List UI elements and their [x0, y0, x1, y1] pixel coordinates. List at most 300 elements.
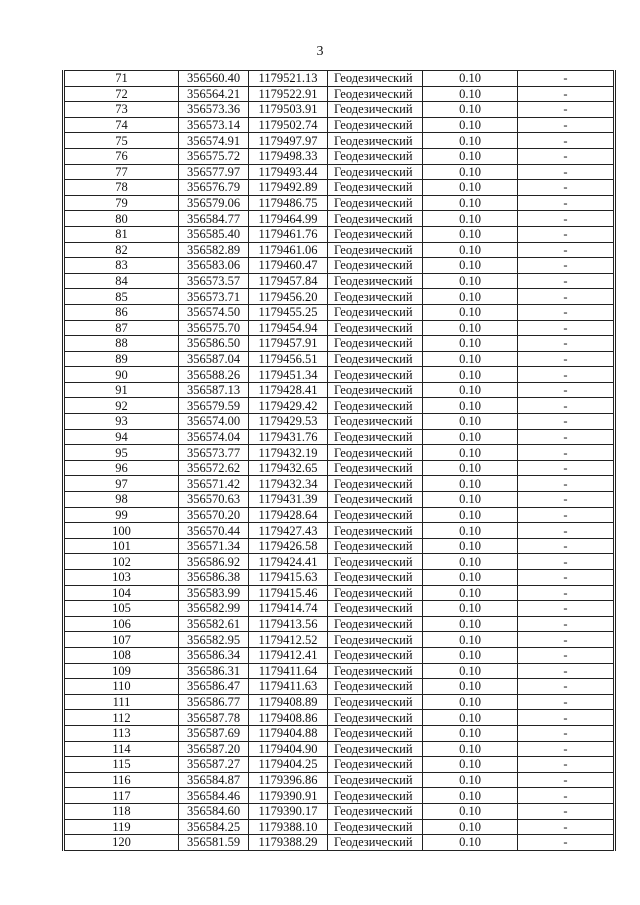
accuracy-cell: 0.10 — [423, 616, 518, 632]
y-coordinate-cell: 1179454.94 — [249, 320, 328, 336]
accuracy-cell: 0.10 — [423, 757, 518, 773]
y-coordinate-cell: 1179502.74 — [249, 117, 328, 133]
method-cell: Геодезический — [328, 476, 423, 492]
description-cell: - — [518, 772, 615, 788]
point-number-cell: 110 — [64, 679, 179, 695]
accuracy-cell: 0.10 — [423, 647, 518, 663]
table-row — [64, 741, 615, 757]
description-cell: - — [518, 180, 615, 196]
accuracy-cell: 0.10 — [423, 398, 518, 414]
point-number-cell: 102 — [64, 554, 179, 570]
method-cell: Геодезический — [328, 258, 423, 274]
x-coordinate-cell: 356583.99 — [179, 585, 249, 601]
accuracy-cell: 0.10 — [423, 507, 518, 523]
point-number-cell: 71 — [64, 71, 179, 87]
method-cell: Геодезический — [328, 242, 423, 258]
point-number-cell: 113 — [64, 725, 179, 741]
y-coordinate-cell: 1179431.39 — [249, 492, 328, 508]
y-coordinate-cell: 1179431.76 — [249, 429, 328, 445]
x-coordinate-cell: 356586.50 — [179, 336, 249, 352]
method-cell: Геодезический — [328, 102, 423, 118]
y-coordinate-cell: 1179451.34 — [249, 367, 328, 383]
table-row — [64, 148, 615, 164]
y-coordinate-cell: 1179408.89 — [249, 694, 328, 710]
table-row — [64, 429, 615, 445]
table-row — [64, 523, 615, 539]
accuracy-cell: 0.10 — [423, 601, 518, 617]
x-coordinate-cell: 356571.42 — [179, 476, 249, 492]
table-row — [64, 414, 615, 430]
method-cell: Геодезический — [328, 507, 423, 523]
point-number-cell: 85 — [64, 289, 179, 305]
method-cell: Геодезический — [328, 570, 423, 586]
point-number-cell: 117 — [64, 788, 179, 804]
point-number-cell: 75 — [64, 133, 179, 149]
table-row — [64, 445, 615, 461]
method-cell: Геодезический — [328, 273, 423, 289]
table-row — [64, 710, 615, 726]
point-number-cell: 106 — [64, 616, 179, 632]
x-coordinate-cell: 356583.06 — [179, 258, 249, 274]
y-coordinate-cell: 1179414.74 — [249, 601, 328, 617]
x-coordinate-cell: 356587.04 — [179, 351, 249, 367]
point-number-cell: 100 — [64, 523, 179, 539]
point-number-cell: 89 — [64, 351, 179, 367]
description-cell: - — [518, 694, 615, 710]
point-number-cell: 79 — [64, 195, 179, 211]
description-cell: - — [518, 258, 615, 274]
y-coordinate-cell: 1179388.29 — [249, 835, 328, 851]
description-cell: - — [518, 570, 615, 586]
point-number-cell: 109 — [64, 663, 179, 679]
table-row — [64, 180, 615, 196]
method-cell: Геодезический — [328, 835, 423, 851]
accuracy-cell: 0.10 — [423, 694, 518, 710]
accuracy-cell: 0.10 — [423, 476, 518, 492]
accuracy-cell: 0.10 — [423, 554, 518, 570]
table-row — [64, 554, 615, 570]
point-number-cell: 84 — [64, 273, 179, 289]
accuracy-cell: 0.10 — [423, 710, 518, 726]
method-cell: Геодезический — [328, 164, 423, 180]
method-cell: Геодезический — [328, 117, 423, 133]
table-row — [64, 211, 615, 227]
point-number-cell: 86 — [64, 304, 179, 320]
x-coordinate-cell: 356584.87 — [179, 772, 249, 788]
x-coordinate-cell: 356571.34 — [179, 538, 249, 554]
table-row — [64, 164, 615, 180]
x-coordinate-cell: 356585.40 — [179, 226, 249, 242]
y-coordinate-cell: 1179411.63 — [249, 679, 328, 695]
table-row — [64, 570, 615, 586]
table-row — [64, 788, 615, 804]
y-coordinate-cell: 1179503.91 — [249, 102, 328, 118]
accuracy-cell: 0.10 — [423, 242, 518, 258]
table-row — [64, 647, 615, 663]
y-coordinate-cell: 1179428.41 — [249, 382, 328, 398]
table-row — [64, 507, 615, 523]
point-number-cell: 103 — [64, 570, 179, 586]
description-cell: - — [518, 710, 615, 726]
point-number-cell: 111 — [64, 694, 179, 710]
y-coordinate-cell: 1179404.25 — [249, 757, 328, 773]
y-coordinate-cell: 1179460.47 — [249, 258, 328, 274]
description-cell: - — [518, 273, 615, 289]
description-cell: - — [518, 788, 615, 804]
accuracy-cell: 0.10 — [423, 414, 518, 430]
point-number-cell: 72 — [64, 86, 179, 102]
description-cell: - — [518, 835, 615, 851]
accuracy-cell: 0.10 — [423, 445, 518, 461]
description-cell: - — [518, 429, 615, 445]
accuracy-cell: 0.10 — [423, 725, 518, 741]
accuracy-cell: 0.10 — [423, 538, 518, 554]
x-coordinate-cell: 356572.62 — [179, 460, 249, 476]
accuracy-cell: 0.10 — [423, 429, 518, 445]
table-row — [64, 772, 615, 788]
method-cell: Геодезический — [328, 351, 423, 367]
y-coordinate-cell: 1179426.58 — [249, 538, 328, 554]
point-number-cell: 73 — [64, 102, 179, 118]
y-coordinate-cell: 1179457.91 — [249, 336, 328, 352]
y-coordinate-cell: 1179388.10 — [249, 819, 328, 835]
x-coordinate-cell: 356587.27 — [179, 757, 249, 773]
point-number-cell: 81 — [64, 226, 179, 242]
table-row — [64, 195, 615, 211]
x-coordinate-cell: 356570.63 — [179, 492, 249, 508]
description-cell: - — [518, 460, 615, 476]
y-coordinate-cell: 1179412.41 — [249, 647, 328, 663]
x-coordinate-cell: 356586.34 — [179, 647, 249, 663]
y-coordinate-cell: 1179456.51 — [249, 351, 328, 367]
description-cell: - — [518, 476, 615, 492]
x-coordinate-cell: 356577.97 — [179, 164, 249, 180]
method-cell: Геодезический — [328, 725, 423, 741]
method-cell: Геодезический — [328, 523, 423, 539]
table-row — [64, 86, 615, 102]
y-coordinate-cell: 1179390.17 — [249, 803, 328, 819]
description-cell: - — [518, 632, 615, 648]
description-cell: - — [518, 211, 615, 227]
table-row — [64, 460, 615, 476]
point-number-cell: 87 — [64, 320, 179, 336]
x-coordinate-cell: 356587.20 — [179, 741, 249, 757]
y-coordinate-cell: 1179455.25 — [249, 304, 328, 320]
accuracy-cell: 0.10 — [423, 148, 518, 164]
y-coordinate-cell: 1179486.75 — [249, 195, 328, 211]
method-cell: Геодезический — [328, 320, 423, 336]
table-row — [64, 102, 615, 118]
method-cell: Геодезический — [328, 819, 423, 835]
table-row — [64, 601, 615, 617]
method-cell: Геодезический — [328, 694, 423, 710]
point-number-cell: 78 — [64, 180, 179, 196]
table-row — [64, 835, 615, 851]
method-cell: Геодезический — [328, 133, 423, 149]
accuracy-cell: 0.10 — [423, 803, 518, 819]
description-cell: - — [518, 164, 615, 180]
x-coordinate-cell: 356586.47 — [179, 679, 249, 695]
description-cell: - — [518, 226, 615, 242]
table-row — [64, 304, 615, 320]
table-row — [64, 492, 615, 508]
table-row — [64, 351, 615, 367]
y-coordinate-cell: 1179413.56 — [249, 616, 328, 632]
y-coordinate-cell: 1179521.13 — [249, 71, 328, 87]
accuracy-cell: 0.10 — [423, 835, 518, 851]
description-cell: - — [518, 538, 615, 554]
y-coordinate-cell: 1179429.42 — [249, 398, 328, 414]
description-cell: - — [518, 414, 615, 430]
point-number-cell: 101 — [64, 538, 179, 554]
point-number-cell: 83 — [64, 258, 179, 274]
description-cell: - — [518, 336, 615, 352]
x-coordinate-cell: 356586.31 — [179, 663, 249, 679]
point-number-cell: 98 — [64, 492, 179, 508]
accuracy-cell: 0.10 — [423, 788, 518, 804]
method-cell: Геодезический — [328, 398, 423, 414]
x-coordinate-cell: 356582.95 — [179, 632, 249, 648]
point-number-cell: 99 — [64, 507, 179, 523]
point-number-cell: 114 — [64, 741, 179, 757]
method-cell: Геодезический — [328, 772, 423, 788]
x-coordinate-cell: 356575.70 — [179, 320, 249, 336]
x-coordinate-cell: 356574.00 — [179, 414, 249, 430]
x-coordinate-cell: 356582.89 — [179, 242, 249, 258]
description-cell: - — [518, 492, 615, 508]
x-coordinate-cell: 356564.21 — [179, 86, 249, 102]
x-coordinate-cell: 356582.99 — [179, 601, 249, 617]
x-coordinate-cell: 356576.79 — [179, 180, 249, 196]
method-cell: Геодезический — [328, 741, 423, 757]
x-coordinate-cell: 356574.91 — [179, 133, 249, 149]
method-cell: Геодезический — [328, 289, 423, 305]
accuracy-cell: 0.10 — [423, 273, 518, 289]
point-number-cell: 116 — [64, 772, 179, 788]
method-cell: Геодезический — [328, 803, 423, 819]
coordinates-table-wrapper — [62, 70, 616, 851]
x-coordinate-cell: 356573.57 — [179, 273, 249, 289]
accuracy-cell: 0.10 — [423, 632, 518, 648]
method-cell: Геодезический — [328, 679, 423, 695]
method-cell: Геодезический — [328, 647, 423, 663]
method-cell: Геодезический — [328, 538, 423, 554]
description-cell: - — [518, 304, 615, 320]
y-coordinate-cell: 1179404.88 — [249, 725, 328, 741]
accuracy-cell: 0.10 — [423, 195, 518, 211]
method-cell: Геодезический — [328, 445, 423, 461]
table-row — [64, 71, 615, 87]
description-cell: - — [518, 320, 615, 336]
method-cell: Геодезический — [328, 195, 423, 211]
description-cell: - — [518, 351, 615, 367]
accuracy-cell: 0.10 — [423, 570, 518, 586]
accuracy-cell: 0.10 — [423, 336, 518, 352]
accuracy-cell: 0.10 — [423, 320, 518, 336]
y-coordinate-cell: 1179461.76 — [249, 226, 328, 242]
y-coordinate-cell: 1179497.97 — [249, 133, 328, 149]
accuracy-cell: 0.10 — [423, 367, 518, 383]
accuracy-cell: 0.10 — [423, 741, 518, 757]
description-cell: - — [518, 71, 615, 87]
description-cell: - — [518, 663, 615, 679]
accuracy-cell: 0.10 — [423, 585, 518, 601]
accuracy-cell: 0.10 — [423, 382, 518, 398]
point-number-cell: 94 — [64, 429, 179, 445]
point-number-cell: 82 — [64, 242, 179, 258]
x-coordinate-cell: 356579.59 — [179, 398, 249, 414]
point-number-cell: 108 — [64, 647, 179, 663]
accuracy-cell: 0.10 — [423, 102, 518, 118]
x-coordinate-cell: 356579.06 — [179, 195, 249, 211]
x-coordinate-cell: 356584.77 — [179, 211, 249, 227]
table-row — [64, 398, 615, 414]
y-coordinate-cell: 1179432.34 — [249, 476, 328, 492]
y-coordinate-cell: 1179427.43 — [249, 523, 328, 539]
y-coordinate-cell: 1179428.64 — [249, 507, 328, 523]
point-number-cell: 77 — [64, 164, 179, 180]
x-coordinate-cell: 356586.77 — [179, 694, 249, 710]
point-number-cell: 115 — [64, 757, 179, 773]
description-cell: - — [518, 601, 615, 617]
method-cell: Геодезический — [328, 663, 423, 679]
description-cell: - — [518, 86, 615, 102]
method-cell: Геодезический — [328, 710, 423, 726]
y-coordinate-cell: 1179456.20 — [249, 289, 328, 305]
accuracy-cell: 0.10 — [423, 492, 518, 508]
method-cell: Геодезический — [328, 429, 423, 445]
point-number-cell: 118 — [64, 803, 179, 819]
point-number-cell: 93 — [64, 414, 179, 430]
method-cell: Геодезический — [328, 460, 423, 476]
method-cell: Геодезический — [328, 71, 423, 87]
description-cell: - — [518, 585, 615, 601]
accuracy-cell: 0.10 — [423, 71, 518, 87]
method-cell: Геодезический — [328, 601, 423, 617]
description-cell: - — [518, 382, 615, 398]
point-number-cell: 112 — [64, 710, 179, 726]
table-row — [64, 725, 615, 741]
point-number-cell: 95 — [64, 445, 179, 461]
accuracy-cell: 0.10 — [423, 258, 518, 274]
point-number-cell: 107 — [64, 632, 179, 648]
table-row — [64, 258, 615, 274]
y-coordinate-cell: 1179415.63 — [249, 570, 328, 586]
x-coordinate-cell: 356584.46 — [179, 788, 249, 804]
accuracy-cell: 0.10 — [423, 117, 518, 133]
accuracy-cell: 0.10 — [423, 164, 518, 180]
y-coordinate-cell: 1179412.52 — [249, 632, 328, 648]
y-coordinate-cell: 1179429.53 — [249, 414, 328, 430]
point-number-cell: 80 — [64, 211, 179, 227]
method-cell: Геодезический — [328, 304, 423, 320]
accuracy-cell: 0.10 — [423, 226, 518, 242]
point-number-cell: 105 — [64, 601, 179, 617]
point-number-cell: 90 — [64, 367, 179, 383]
table-row — [64, 320, 615, 336]
y-coordinate-cell: 1179464.99 — [249, 211, 328, 227]
method-cell: Геодезический — [328, 492, 423, 508]
table-row — [64, 133, 615, 149]
method-cell: Геодезический — [328, 414, 423, 430]
description-cell: - — [518, 507, 615, 523]
method-cell: Геодезический — [328, 86, 423, 102]
coordinates-table — [62, 70, 616, 851]
x-coordinate-cell: 356587.69 — [179, 725, 249, 741]
point-number-cell: 97 — [64, 476, 179, 492]
accuracy-cell: 0.10 — [423, 351, 518, 367]
method-cell: Геодезический — [328, 757, 423, 773]
x-coordinate-cell: 356573.77 — [179, 445, 249, 461]
y-coordinate-cell: 1179493.44 — [249, 164, 328, 180]
description-cell: - — [518, 133, 615, 149]
description-cell: - — [518, 195, 615, 211]
table-row — [64, 663, 615, 679]
method-cell: Геодезический — [328, 788, 423, 804]
x-coordinate-cell: 356574.50 — [179, 304, 249, 320]
table-row — [64, 336, 615, 352]
table-row — [64, 616, 615, 632]
accuracy-cell: 0.10 — [423, 460, 518, 476]
x-coordinate-cell: 356573.14 — [179, 117, 249, 133]
accuracy-cell: 0.10 — [423, 523, 518, 539]
x-coordinate-cell: 356582.61 — [179, 616, 249, 632]
method-cell: Геодезический — [328, 554, 423, 570]
table-row — [64, 476, 615, 492]
y-coordinate-cell: 1179498.33 — [249, 148, 328, 164]
accuracy-cell: 0.10 — [423, 819, 518, 835]
description-cell: - — [518, 102, 615, 118]
point-number-cell: 119 — [64, 819, 179, 835]
x-coordinate-cell: 356573.36 — [179, 102, 249, 118]
accuracy-cell: 0.10 — [423, 663, 518, 679]
accuracy-cell: 0.10 — [423, 772, 518, 788]
point-number-cell: 91 — [64, 382, 179, 398]
x-coordinate-cell: 356584.60 — [179, 803, 249, 819]
y-coordinate-cell: 1179411.64 — [249, 663, 328, 679]
method-cell: Геодезический — [328, 226, 423, 242]
table-row — [64, 117, 615, 133]
y-coordinate-cell: 1179396.86 — [249, 772, 328, 788]
method-cell: Геодезический — [328, 180, 423, 196]
table-row — [64, 803, 615, 819]
y-coordinate-cell: 1179432.19 — [249, 445, 328, 461]
method-cell: Геодезический — [328, 632, 423, 648]
description-cell: - — [518, 367, 615, 383]
table-row — [64, 585, 615, 601]
description-cell: - — [518, 725, 615, 741]
x-coordinate-cell: 356570.44 — [179, 523, 249, 539]
accuracy-cell: 0.10 — [423, 679, 518, 695]
x-coordinate-cell: 356570.20 — [179, 507, 249, 523]
x-coordinate-cell: 356581.59 — [179, 835, 249, 851]
y-coordinate-cell: 1179492.89 — [249, 180, 328, 196]
y-coordinate-cell: 1179408.86 — [249, 710, 328, 726]
table-row — [64, 694, 615, 710]
y-coordinate-cell: 1179432.65 — [249, 460, 328, 476]
y-coordinate-cell: 1179390.91 — [249, 788, 328, 804]
x-coordinate-cell: 356560.40 — [179, 71, 249, 87]
method-cell: Геодезический — [328, 616, 423, 632]
table-row — [64, 538, 615, 554]
description-cell: - — [518, 741, 615, 757]
point-number-cell: 104 — [64, 585, 179, 601]
description-cell: - — [518, 616, 615, 632]
table-row — [64, 757, 615, 773]
description-cell: - — [518, 289, 615, 305]
x-coordinate-cell: 356575.72 — [179, 148, 249, 164]
point-number-cell: 76 — [64, 148, 179, 164]
